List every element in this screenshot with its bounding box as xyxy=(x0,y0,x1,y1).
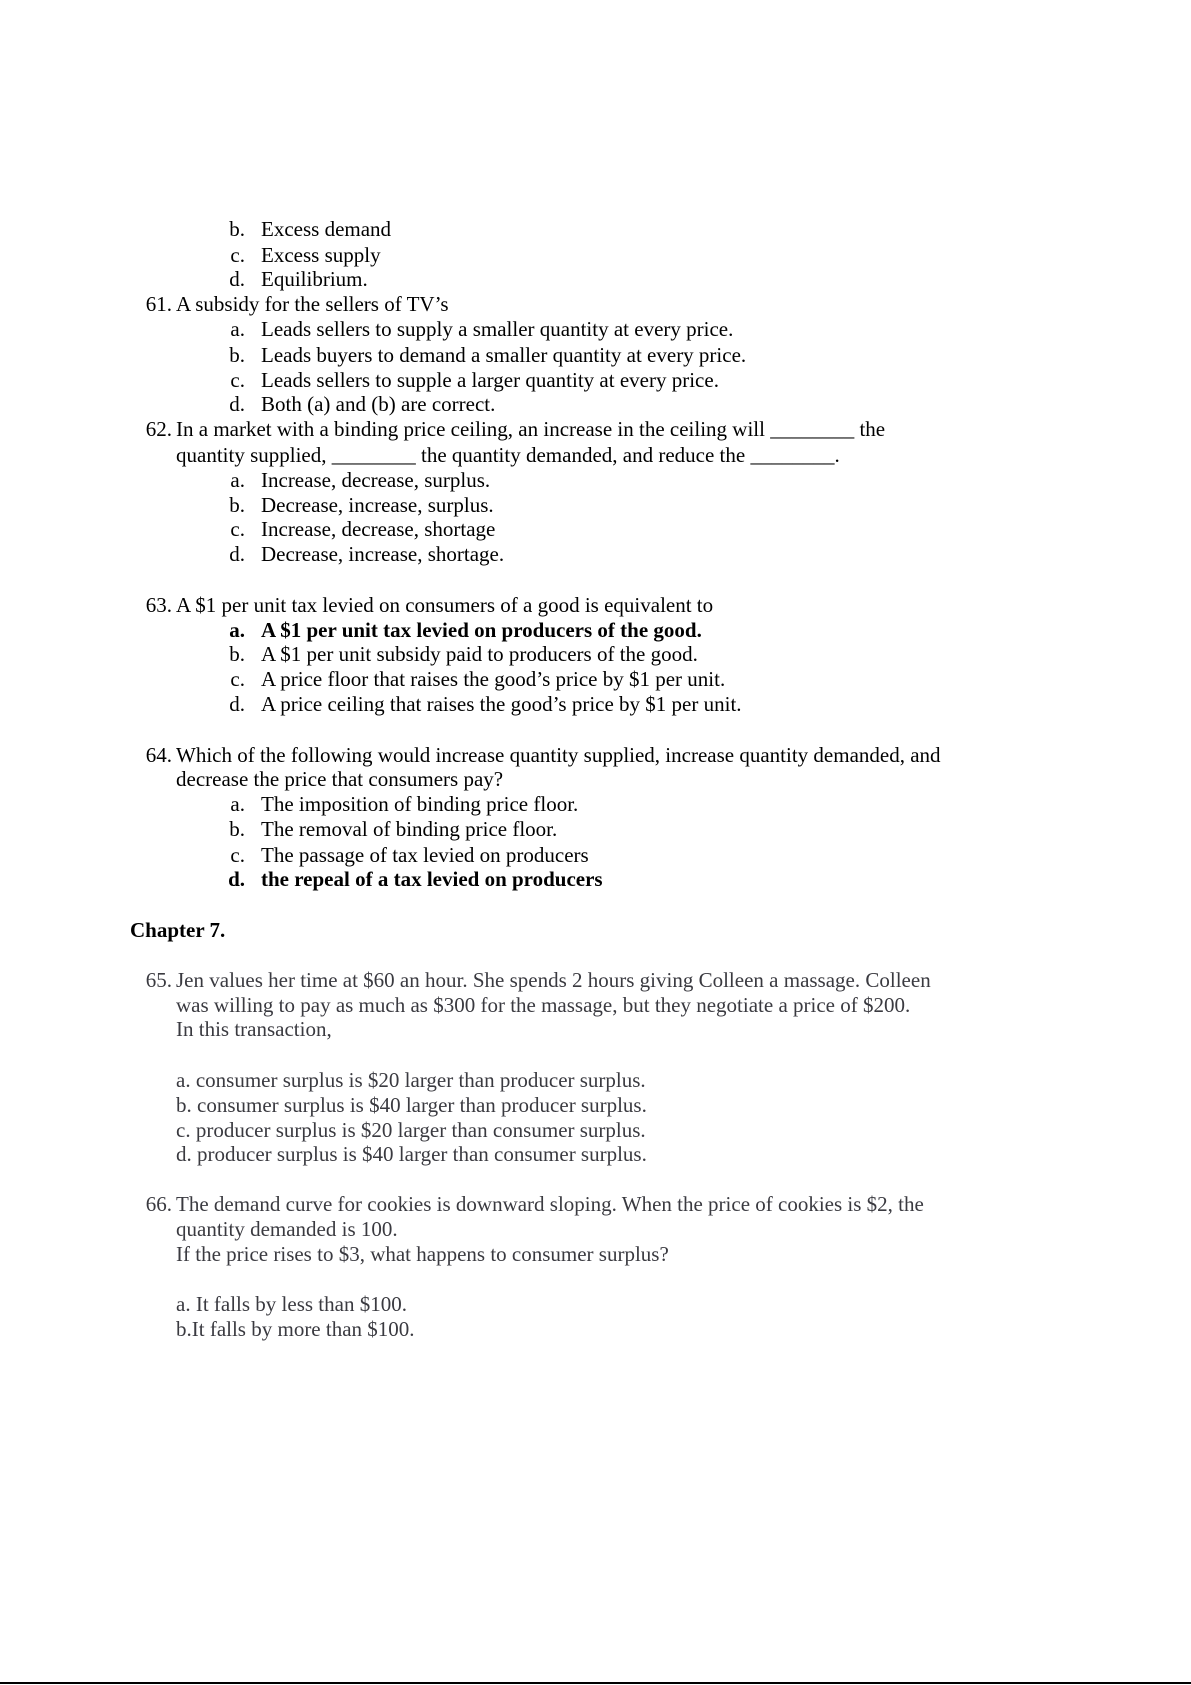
chapter-heading: Chapter 7. xyxy=(130,918,226,942)
question-stem: In this transaction, xyxy=(176,1017,332,1041)
option-letter: c. xyxy=(230,368,245,392)
option-text: A price floor that raises the good’s price by $1 per unit. xyxy=(261,667,726,691)
question-stem: A subsidy for the sellers of TV’s xyxy=(176,292,449,316)
option-text: Equilibrium. xyxy=(261,267,368,291)
question-stem: was willing to pay as much as $300 for the massage, but they negotiate a price of $200. xyxy=(176,993,911,1017)
option-text: Leads buyers to demand a smaller quantity at every price. xyxy=(261,343,747,367)
option-text: Leads sellers to supply a smaller quantity at every price. xyxy=(261,317,734,341)
option-text: c. producer surplus is $20 larger than consumer surplus. xyxy=(176,1118,646,1142)
question-number: 66. xyxy=(145,1192,172,1216)
question-stem: Which of the following would increase quantity supplied, increase quantity demanded, and xyxy=(176,743,941,767)
option-text: Decrease, increase, surplus. xyxy=(261,493,494,517)
option-letter: d. xyxy=(229,542,245,566)
option-text: Increase, decrease, surplus. xyxy=(261,468,491,492)
option-text: b.It falls by more than $100. xyxy=(176,1317,415,1341)
question-stem: In a market with a binding price ceiling, an increase in the ceiling will ________ the xyxy=(176,417,886,441)
option-letter: a. xyxy=(230,792,245,816)
option-text-correct: the repeal of a tax levied on producers xyxy=(261,867,603,891)
option-text: Both (a) and (b) are correct. xyxy=(261,392,496,416)
question-stem: The demand curve for cookies is downward sloping. When the price of cookies is $2, the xyxy=(176,1192,924,1216)
option-letter: b. xyxy=(229,642,245,666)
option-text: Increase, decrease, shortage xyxy=(261,517,496,541)
option-letter: c. xyxy=(230,243,245,267)
option-text: a. It falls by less than $100. xyxy=(176,1292,407,1316)
question-stem: quantity supplied, ________ the quantity demanded, and reduce the ________. xyxy=(176,443,840,467)
question-number: 63. xyxy=(145,593,172,617)
option-letter-correct: d. xyxy=(228,867,245,891)
option-text: A price ceiling that raises the good’s price by $1 per unit. xyxy=(261,692,742,716)
option-letter: a. xyxy=(230,317,245,341)
question-number: 62. xyxy=(145,417,172,441)
option-letter: c. xyxy=(230,517,245,541)
option-text: The removal of binding price floor. xyxy=(261,817,558,841)
question-number: 65. xyxy=(145,968,172,992)
option-text: The passage of tax levied on producers xyxy=(261,843,589,867)
question-stem: decrease the price that consumers pay? xyxy=(176,767,504,791)
question-stem: quantity demanded is 100. xyxy=(176,1217,398,1241)
option-letter: a. xyxy=(230,468,245,492)
option-text: b. consumer surplus is $40 larger than producer surplus. xyxy=(176,1093,647,1117)
option-text: Excess supply xyxy=(261,243,381,267)
option-text: Leads sellers to supple a larger quantity at every price. xyxy=(261,368,719,392)
option-letter: c. xyxy=(230,667,245,691)
option-text: Decrease, increase, shortage. xyxy=(261,542,505,566)
option-letter: b. xyxy=(229,493,245,517)
option-letter-correct: a. xyxy=(229,618,245,642)
question-stem: If the price rises to $3, what happens to consumer surplus? xyxy=(176,1242,669,1266)
option-letter: d. xyxy=(229,392,245,416)
page-bottom-rule xyxy=(0,1682,1191,1684)
option-text: A $1 per unit subsidy paid to producers of the good. xyxy=(261,642,698,666)
option-letter: b. xyxy=(229,217,245,241)
question-stem: Jen values her time at $60 an hour. She spends 2 hours giving Colleen a massage. Colleen xyxy=(176,968,931,992)
option-letter: d. xyxy=(229,267,245,291)
option-letter: b. xyxy=(229,343,245,367)
option-text: d. producer surplus is $40 larger than consumer surplus. xyxy=(176,1142,647,1166)
option-letter: d. xyxy=(229,692,245,716)
question-number: 64. xyxy=(145,743,172,767)
option-text: The imposition of binding price floor. xyxy=(261,792,579,816)
option-letter: c. xyxy=(230,843,245,867)
option-text-correct: A $1 per unit tax levied on producers of the good. xyxy=(261,618,702,642)
option-text: Excess demand xyxy=(261,217,392,241)
option-text: a. consumer surplus is $20 larger than producer surplus. xyxy=(176,1068,646,1092)
question-number: 61. xyxy=(145,292,172,316)
question-stem: A $1 per unit tax levied on consumers of a good is equivalent to xyxy=(176,593,714,617)
option-letter: b. xyxy=(229,817,245,841)
